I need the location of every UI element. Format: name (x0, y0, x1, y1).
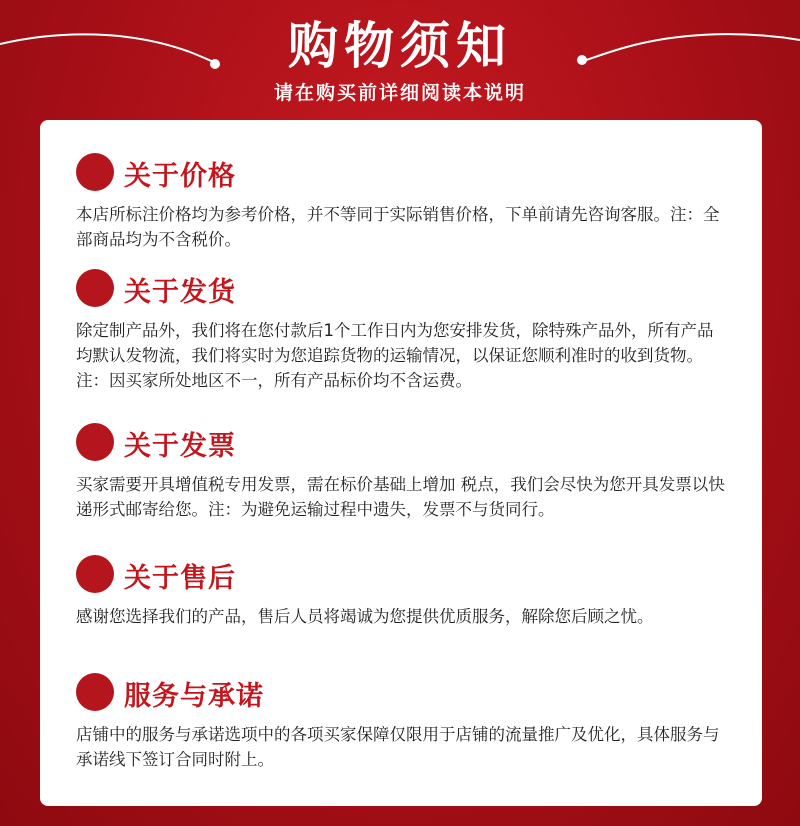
section-price (76, 150, 726, 252)
bullet-dot-icon (76, 269, 114, 307)
section-body: 感谢您选择我们的产品，售后人员将竭诚为您提供优质服务，解除您后顾之忧。 (76, 607, 654, 626)
section-heading: 服务与承诺 (124, 681, 264, 712)
page-title: 购物须知 (288, 17, 512, 75)
section-heading: 关于发票 (124, 431, 236, 462)
section-service-promise (76, 670, 726, 772)
section-heading: 关于售后 (124, 563, 236, 594)
section-header (76, 266, 726, 310)
page-subtitle: 请在购买前详细阅读本说明 (273, 82, 526, 104)
bullet-dot-icon (76, 423, 114, 461)
section-header (76, 150, 726, 194)
section-header (76, 670, 726, 714)
section-heading: 关于发货 (124, 277, 236, 308)
section-heading: 关于价格 (124, 161, 236, 192)
bullet-dot-icon (76, 673, 114, 711)
section-body: 除定制产品外，我们将在您付款后1个工作日内为您安排发货，除特殊产品外，所有产品均默认发物流，我们将实时为您追踪货物的运输情况，以保证您顺利准时的收到货物。注：因买家所处地区不一，所有产品标价均不含运费。 (76, 321, 714, 390)
section-after-sales (76, 552, 726, 629)
notice-card (40, 120, 762, 806)
section-body: 本店所标注价格均为参考价格，并不等同于实际销售价格，下单前请先咨询客服。注：全部商品均为不含税价。 (76, 205, 720, 249)
section-shipping (76, 266, 726, 393)
bullet-dot-icon (76, 555, 114, 593)
section-header (76, 420, 726, 464)
bullet-dot-icon (76, 153, 114, 191)
section-header (76, 552, 726, 596)
section-invoice (76, 420, 726, 522)
section-body: 买家需要开具增值税专用发票，需在标价基础上增加 税点，我们会尽快为您开具发票以快递形式邮寄给您。注：为避免运输过程中遗失，发票不与货同行。 (76, 475, 725, 519)
section-body: 店铺中的服务与承诺选项中的各项买家保障仅限用于店铺的流量推广及优化，具体服务与承诺线下签订合同时附上。 (76, 725, 720, 769)
